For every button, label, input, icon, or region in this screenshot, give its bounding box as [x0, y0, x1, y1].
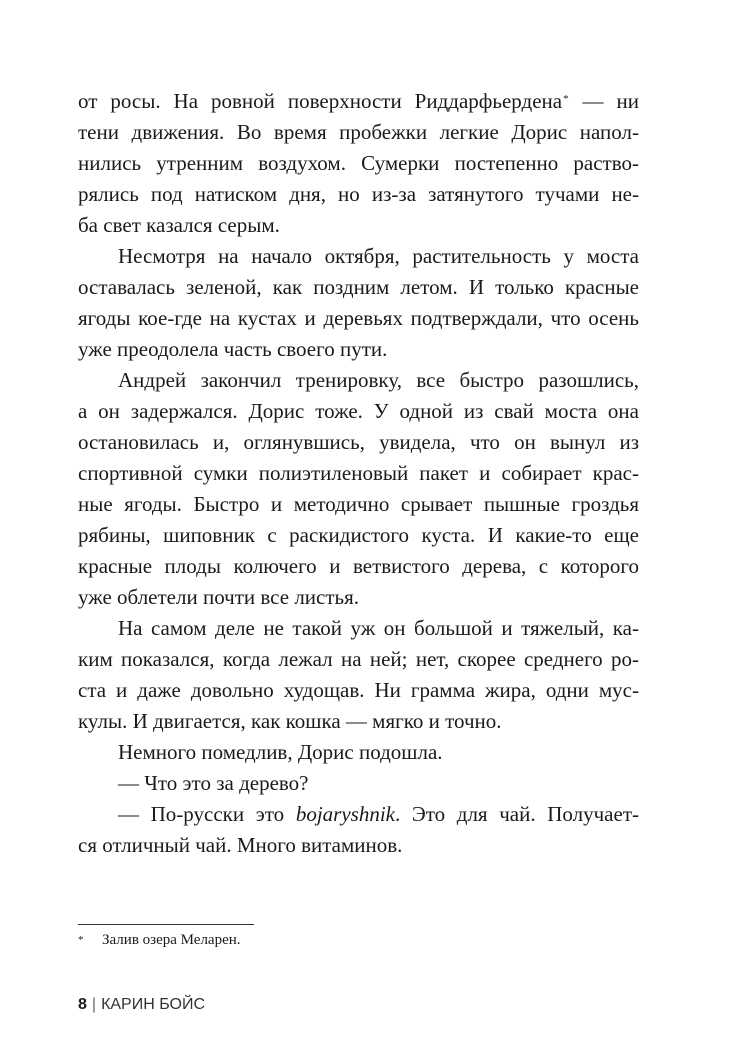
- text-line: ся отличный чай. Много витаминов.: [78, 833, 403, 857]
- text-line: рялись под натиском дня, но из-за затянутого тучами не-: [78, 182, 639, 206]
- footnote-divider: [78, 924, 254, 925]
- text-line: [78, 799, 639, 830]
- author-name: КАРИН БОЙС: [101, 996, 206, 1013]
- text-line: уже облетели почти все листья.: [78, 585, 360, 609]
- page-number: 8: [78, 996, 87, 1013]
- text-line: ста и даже довольно худощав. Ни грамма жира, одни мус-: [78, 678, 639, 702]
- text-fragment: — По-русски это: [118, 802, 296, 826]
- text-line: [78, 86, 639, 117]
- text-line: На самом деле не такой уж он большой и тяжелый, ка-: [118, 616, 639, 640]
- text-line: ба свет казался серым.: [78, 213, 280, 237]
- text-line: ягоды кое-где на кустах и деревьях подтверждали, что осень: [78, 306, 639, 330]
- text-line: остановилась и, оглянувшись, увидела, что он вынул из: [78, 430, 639, 454]
- text-fragment: — ни: [569, 89, 639, 113]
- footnote-symbol: *: [78, 934, 84, 946]
- text-line: тени движения. Во время пробежки легкие Дорис напол-: [78, 120, 639, 144]
- text-line: оставалась зеленой, как поздним летом. И только красные: [78, 275, 639, 299]
- text-line: а он задержался. Дорис тоже. У одной из свай моста она: [78, 399, 639, 423]
- text-line: Несмотря на начало октября, растительность у моста: [118, 244, 639, 268]
- text-line: нились утренним воздухом. Сумерки постепенно раство-: [78, 151, 639, 175]
- footnote: [78, 930, 639, 950]
- footer-separator: |: [91, 996, 97, 1013]
- footnote-marker[interactable]: *: [563, 93, 569, 105]
- text-line: красные плоды колючего и ветвистого дерева, с которого: [78, 554, 639, 578]
- text-line: ные ягоды. Быстро и методично срывает пышные гроздья: [78, 492, 639, 516]
- text-line: спортивной сумки полиэтиленовый пакет и собирает крас-: [78, 461, 639, 485]
- text-line: кулы. И двигается, как кошка — мягко и точно.: [78, 709, 502, 733]
- text-fragment: . Это для чай. Получает-: [394, 802, 639, 826]
- italic-word: bojaryshnik: [295, 802, 395, 826]
- text-line: Немного помедлив, Дорис подошла.: [118, 740, 443, 764]
- text-line: рябины, шиповник с раскидистого куста. И какие-то еще: [78, 523, 639, 547]
- text-line: — Что это за дерево?: [118, 771, 309, 795]
- main-text: [78, 86, 639, 861]
- text-line: Андрей закончил тренировку, все быстро разошлись,: [118, 368, 639, 392]
- footnote-text: Залив озера Меларен.: [102, 932, 241, 948]
- running-footer: [78, 995, 205, 1015]
- text-line: ким показался, когда лежал на ней; нет, скорее среднего ро-: [78, 647, 639, 671]
- text-line: уже преодолела часть своего пути.: [78, 337, 388, 361]
- text-fragment: от росы. На ровной поверхности Риддарфьердена: [78, 89, 563, 113]
